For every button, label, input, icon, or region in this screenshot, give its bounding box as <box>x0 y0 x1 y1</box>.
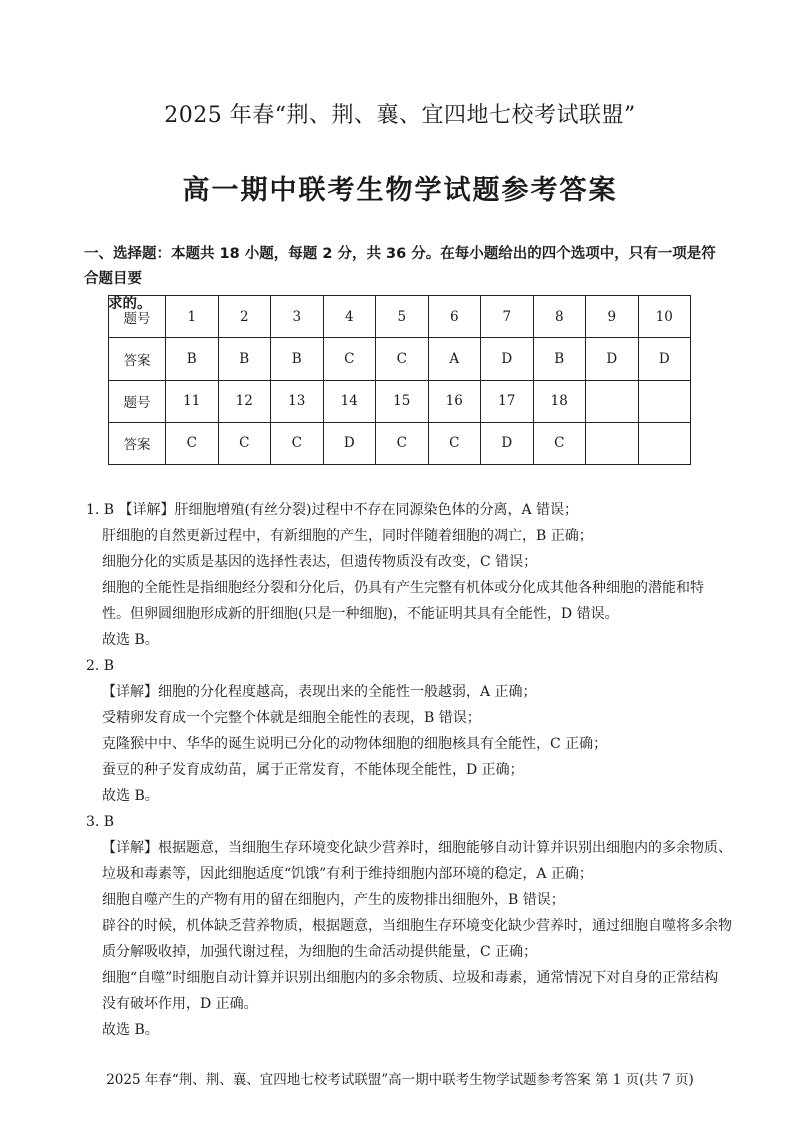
explanation-line: 垃圾和毒素等，因此细胞适度“饥饿”有利于维持细胞内部环境的稳定，A 正确； <box>102 866 593 882</box>
row-label-question: 题号 <box>109 380 166 422</box>
explanation-line: 受精卵发育成一个完整个体就是细胞全能性的表现，B 错误； <box>102 710 481 726</box>
header-title: 2025 年春“荆、荆、襄、宜四地七校考试联盟” <box>164 103 636 128</box>
answer-cell: C <box>533 422 586 464</box>
answer-cell: C <box>218 422 271 464</box>
question-number-cell: 11 <box>166 380 219 422</box>
explanation-line: 辟谷的时候，机体缺乏营养物质，根据题意，当细胞生存环境变化缺少营养时，通过细胞自噬将多余物 <box>102 918 732 934</box>
question-number-cell: 4 <box>323 296 376 338</box>
answer-cell: C <box>323 338 376 380</box>
answer-cell: D <box>586 338 639 380</box>
answer-cell: D <box>323 422 376 464</box>
question-number-cell: 6 <box>428 296 481 338</box>
question-number-cell: 14 <box>323 380 376 422</box>
table-row-questions-1 <box>109 296 691 338</box>
explanation-line: 【详解】细胞的分化程度越高，表现出来的全能性一般越弱，A 正确； <box>102 684 537 700</box>
question-number-cell: 16 <box>428 380 481 422</box>
explanation-body <box>86 497 732 1043</box>
explanation-line: 【详解】根据题意，当细胞生存环境变化缺少营养时，细胞能够自动计算并识别出细胞内的多余物质、 <box>102 840 732 856</box>
row-label-answer: 答案 <box>109 422 166 464</box>
answer-cell: D <box>638 338 691 380</box>
answer-cell: C <box>376 422 429 464</box>
page-footer: 2025 年春“荆、荆、襄、宜四地七校考试联盟”高一期中联考生物学试题参考答案 第 1 页(共 7 页) <box>106 1072 694 1088</box>
explanation-line: 细胞自噬产生的产物有用的留在细胞内，产生的废物排出细胞外，B 错误； <box>102 892 565 908</box>
explanation-line: 3. B <box>86 814 115 830</box>
question-number-cell: 1 <box>166 296 219 338</box>
question-number-cell <box>638 380 691 422</box>
question-number-cell: 3 <box>271 296 324 338</box>
explanation-line: 质分解吸收掉，加强代谢过程，为细胞的生命活动提供能量，C 正确； <box>102 944 538 960</box>
question-number-cell: 17 <box>481 380 534 422</box>
answer-cell: C <box>376 338 429 380</box>
answer-table <box>108 295 691 465</box>
table-row-answers-2 <box>109 422 691 464</box>
question-number-cell: 2 <box>218 296 271 338</box>
answer-cell: B <box>271 338 324 380</box>
answer-cell: C <box>271 422 324 464</box>
explanation-line: 2. B <box>86 658 115 674</box>
explanation-line: 蚕豆的种子发育成幼苗，属于正常发育，不能体现全能性，D 正确； <box>102 762 524 778</box>
answer-cell <box>638 422 691 464</box>
explanation-line: 细胞的全能性是指细胞经分裂和分化后，仍具有产生完整有机体或分化成其他各种细胞的潜能和特 <box>102 580 704 596</box>
question-number-cell <box>586 380 639 422</box>
answer-cell: B <box>533 338 586 380</box>
explanation-line: 故选 B。 <box>102 788 159 804</box>
question-number-cell: 18 <box>533 380 586 422</box>
question-number-cell: 9 <box>586 296 639 338</box>
answer-cell: C <box>166 422 219 464</box>
answer-cell <box>586 422 639 464</box>
question-number-cell: 10 <box>638 296 691 338</box>
table-row-questions-2 <box>109 380 691 422</box>
question-number-cell: 8 <box>533 296 586 338</box>
explanation-line: 细胞“自噬”时细胞自动计算并识别出细胞内的多余物质、垃圾和毒素，通常情况下对自身的正常结构 <box>102 970 719 986</box>
table-row-answers-1 <box>109 338 691 380</box>
answer-cell: D <box>481 338 534 380</box>
row-label-answer: 答案 <box>109 338 166 380</box>
section-heading-line1: 一、选择题：本题共 18 小题，每题 2 分，共 36 分。在每小题给出的四个选项中，只有一项是符合题目要 <box>84 246 716 287</box>
answer-cell: D <box>481 422 534 464</box>
question-number-cell: 13 <box>271 380 324 422</box>
answer-cell: C <box>428 422 481 464</box>
question-number-cell: 15 <box>376 380 429 422</box>
answer-cell: A <box>428 338 481 380</box>
explanation-line: 细胞分化的实质是基因的选择性表达，但遗传物质没有改变，C 错误； <box>102 554 538 570</box>
explanation-line: 1. B 【详解】肝细胞增殖(有丝分裂)过程中不存在同源染色体的分离，A 错误； <box>86 502 579 518</box>
explanation-line: 没有破坏作用，D 正确。 <box>102 996 258 1012</box>
explanation-line: 性。但卵圆细胞形成新的肝细胞(只是一种细胞)，不能证明其具有全能性，D 错误。 <box>102 606 619 622</box>
main-title: 高一期中联考生物学试题参考答案 <box>182 175 618 206</box>
question-number-cell: 5 <box>376 296 429 338</box>
answer-cell: B <box>166 338 219 380</box>
explanation-line: 肝细胞的自然更新过程中，有新细胞的产生，同时伴随着细胞的凋亡，B 正确； <box>102 528 593 544</box>
explanation-line: 故选 B。 <box>102 1022 159 1038</box>
question-number-cell: 7 <box>481 296 534 338</box>
explanation-line: 故选 B。 <box>102 632 159 648</box>
question-number-cell: 12 <box>218 380 271 422</box>
answer-cell: B <box>218 338 271 380</box>
explanation-line: 克隆猴中中、华华的诞生说明已分化的动物体细胞的细胞核具有全能性，C 正确； <box>102 736 608 752</box>
section-heading-line2: 求的。 <box>108 296 152 312</box>
row-label-question: 题号 <box>109 296 166 338</box>
